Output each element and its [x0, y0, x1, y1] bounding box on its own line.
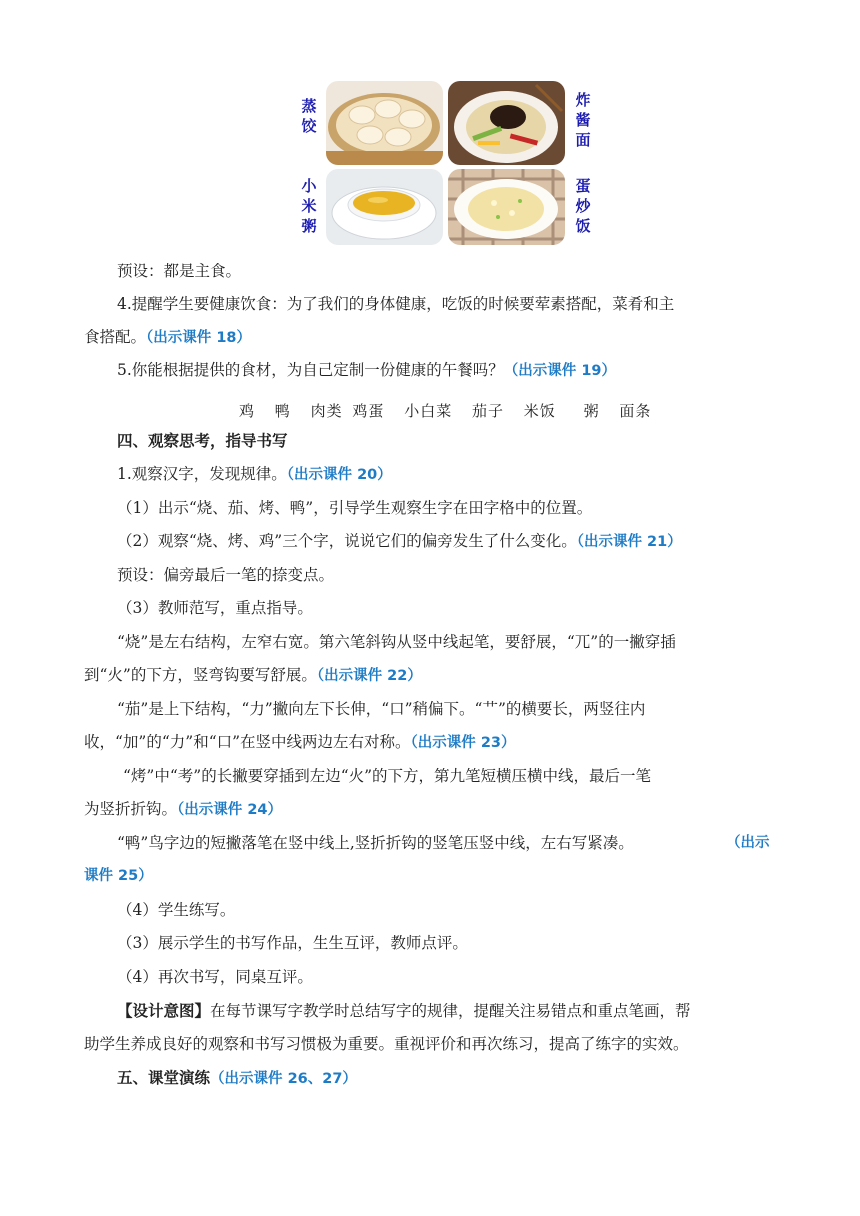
line-qie-b [84, 731, 516, 754]
label-zhengjiao: 蒸 饺 [301, 97, 317, 135]
line-showcase: （3）展示学生的书写作品，生生互评，教师点评。 [117, 934, 468, 952]
line-4b-text: 食搭配。 [84, 328, 147, 346]
line-shao-b-text: 到“火”的下方，竖弯钩要写舒展。 [84, 666, 317, 684]
line-preset-staple: 预设：都是主食。 [117, 262, 242, 280]
section-heading-5-text: 五、课堂演练 [117, 1069, 211, 1087]
line-design-intent-a [117, 1000, 691, 1022]
design-intent-tag: 【设计意图】 [117, 1002, 211, 1020]
ingredient-item: 鸡蛋 [352, 402, 385, 420]
line-observe [117, 463, 392, 486]
ref-courseware-23: （出示课件 23） [410, 735, 516, 751]
ingredient-item: 鸭 [274, 402, 291, 420]
ingredient-item: 肉类 [310, 402, 343, 420]
ref-courseware-26-27: （出示课件 26、27） [210, 1071, 357, 1087]
line-kao-b [84, 798, 282, 821]
line-4b [84, 326, 251, 349]
label-zhajiangmian: 炸 酱 面 [575, 91, 591, 149]
ref-courseware-22: （出示课件 22） [316, 668, 422, 684]
label-xiaomizhou: 小 米 粥 [301, 177, 317, 235]
ingredient-item: 小白菜 [404, 402, 453, 420]
line-kao-a: “烤”中“考”的长撇要穿插到左边“火”的下方，第九笔短横压横中线，最后一笔 [123, 767, 652, 785]
section-heading-4: 四、观察思考，指导书写 [117, 432, 288, 450]
line-kao-b-text: 为竖折折钩。 [84, 800, 178, 818]
line-step-2 [117, 530, 682, 553]
line-preset-stroke: 预设：偏旁最后一笔的捺变点。 [117, 566, 335, 584]
line-ya-a: “鸭”鸟字边的短撇落笔在竖中线上,竖折折钩的竖笔压竖中线，左右写紧凑。 [117, 834, 634, 852]
ingredient-item: 茄子 [471, 402, 504, 420]
porridge-image [326, 169, 443, 245]
line-5 [117, 359, 616, 382]
line-shao-b [84, 664, 422, 687]
line-rewrite: （4）再次书写，同桌互评。 [117, 968, 313, 986]
ref-courseware-20: （出示课件 20） [286, 467, 392, 483]
line-qie-b-text: 收，“加”的“力”和“口”在竖中线两边左右对称。 [84, 733, 411, 751]
ingredient-list [239, 400, 665, 421]
ingredient-item: 米饭 [523, 402, 556, 420]
line-step-3: （3）教师范写，重点指导。 [117, 599, 313, 617]
ref-courseware-19: （出示课件 19） [503, 363, 617, 379]
line-step-2-text: （2）观察“烧、烤、鸡”三个字，说说它们的偏旁发生了什么变化。 [117, 532, 577, 550]
fried-rice-image [448, 169, 565, 245]
ingredient-item: 粥 [583, 402, 600, 420]
line-design-intent-b: 助学生养成良好的观察和书写习惯极为重要。重视评价和再次练习，提高了练字的实效。 [84, 1035, 689, 1053]
noodles-image [448, 81, 565, 165]
ingredient-item: 面条 [619, 402, 652, 420]
line-step-1: （1）出示“烧、茄、烤、鸭”，引导学生观察生字在田字格中的位置。 [117, 499, 593, 517]
line-observe-text: 1.观察汉字，发现规律。 [117, 465, 287, 483]
dumplings-image [326, 81, 443, 165]
ref-courseware-24: （出示课件 24） [177, 802, 282, 818]
line-practice: （4）学生练写。 [117, 901, 236, 919]
label-danchaofan: 蛋 炒 饭 [575, 177, 591, 235]
design-intent-text: 在每节课写字教学时总结写字的规律，提醒关注易错点和重点笔画，帮 [210, 1002, 691, 1020]
line-shao-a: “烧”是左右结构，左窄右宽。第六笔斜钩从竖中线起笔，要舒展，“兀”的一撇穿插 [117, 633, 676, 651]
section-heading-5 [117, 1067, 357, 1090]
line-qie-a: “茄”是上下结构，“力”撇向左下长伸，“口”稍偏下。“艹”的横要长，两竖往内 [117, 700, 646, 718]
ref-courseware-25-start: （出示 [726, 835, 770, 851]
ingredient-item: 鸡 [239, 402, 256, 420]
line-5-text: 5.你能根据提供的食材，为自己定制一份健康的午餐吗？ [117, 361, 504, 379]
ref-courseware-25-end: 课件 25） [84, 868, 153, 884]
ref-courseware-18: （出示课件 18） [146, 330, 251, 346]
line-4a: 4.提醒学生要健康饮食：为了我们的身体健康，吃饭的时候要荤素搭配，菜肴和主 [117, 295, 675, 313]
ref-courseware-21: （出示课件 21） [576, 534, 682, 550]
